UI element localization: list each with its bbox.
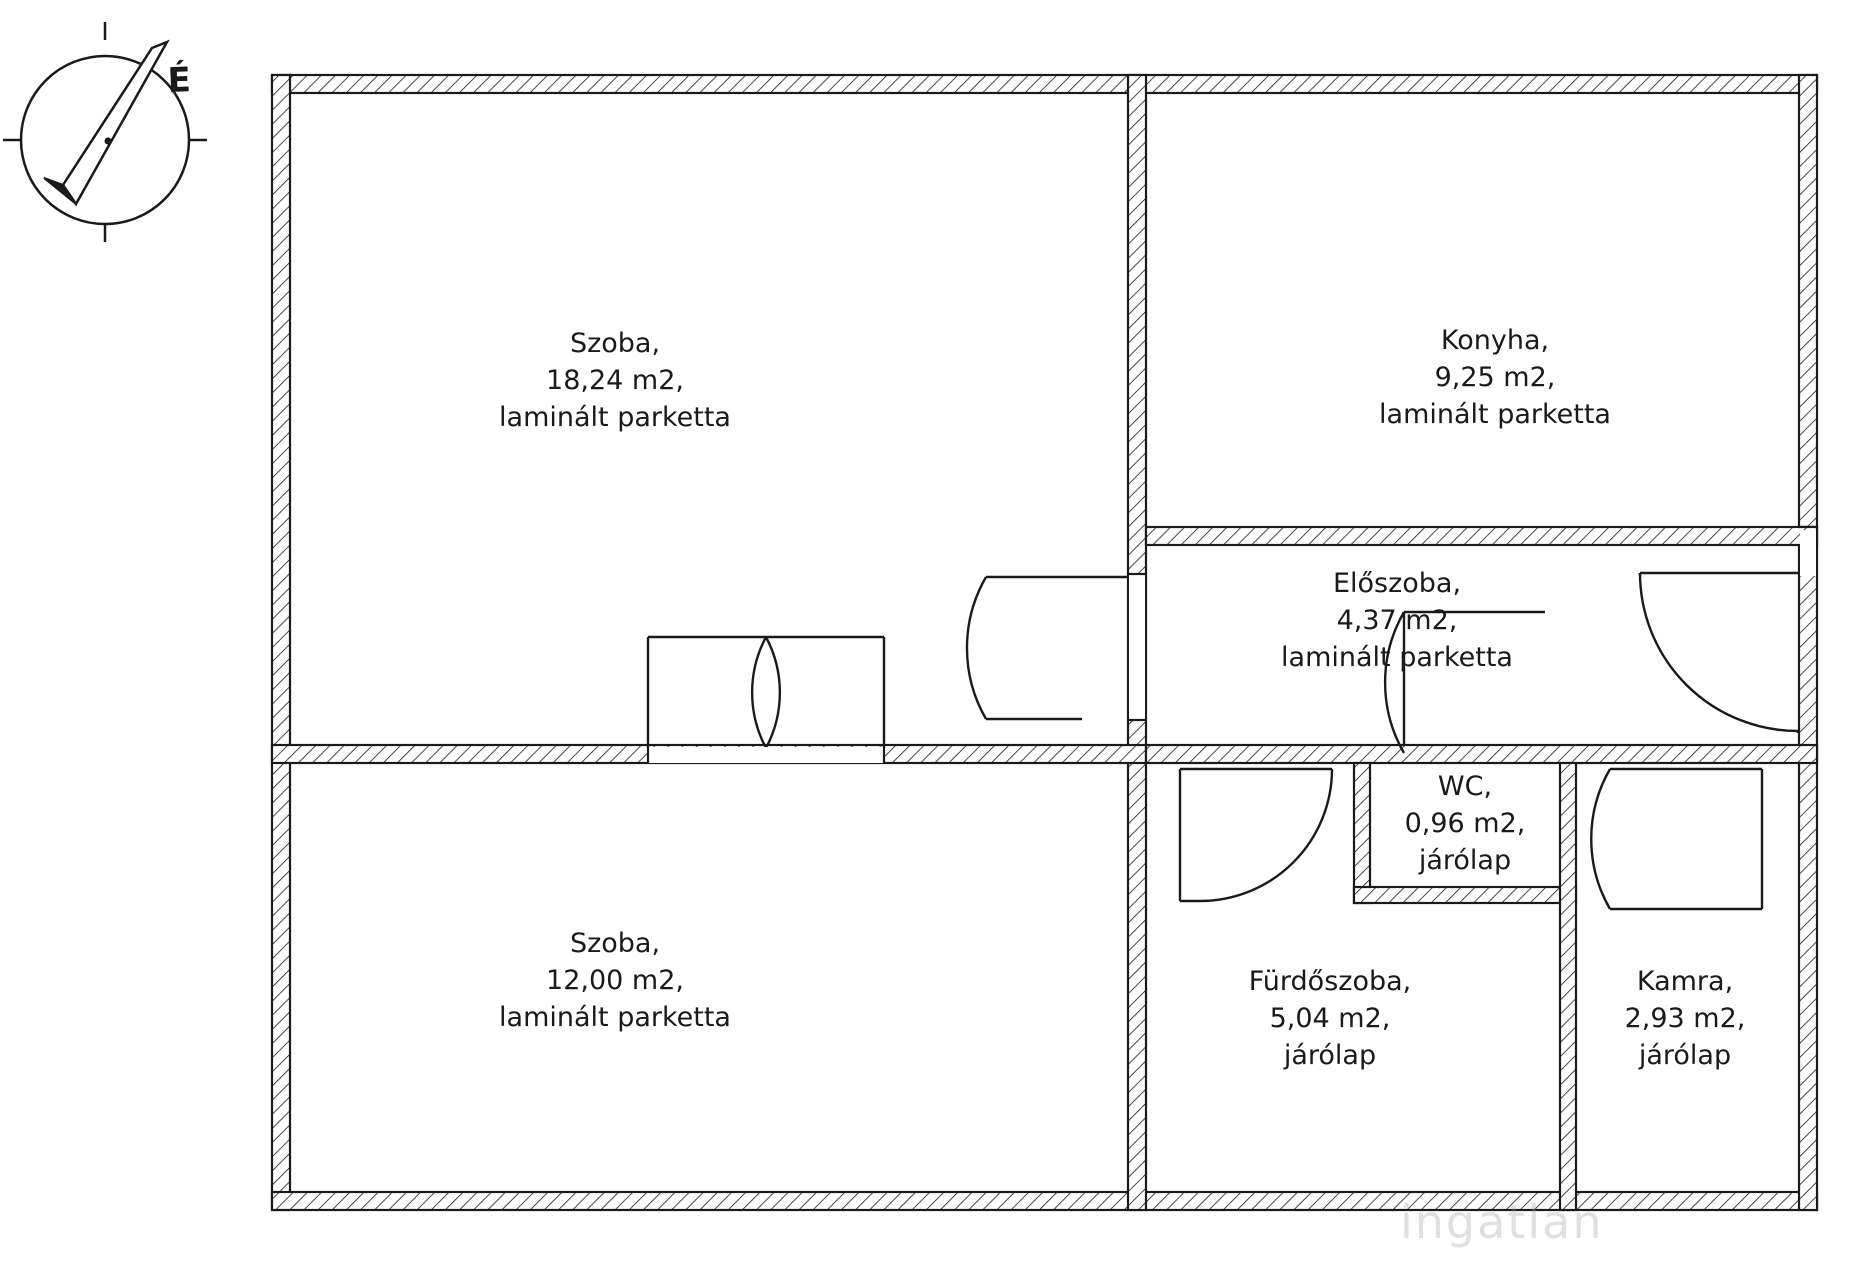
room-area: 0,96 m2, bbox=[1404, 808, 1526, 839]
room-name: Kamra, bbox=[1636, 966, 1734, 997]
room-label-szoba-1 bbox=[490, 325, 740, 436]
door-kamra bbox=[1591, 769, 1762, 909]
north-arrow-icon bbox=[3, 22, 207, 242]
room-name: Szoba, bbox=[569, 328, 661, 359]
room-label-kamra bbox=[1585, 963, 1785, 1074]
room-area: 4,37 m2, bbox=[1336, 605, 1458, 636]
room-floor: laminált parketta bbox=[499, 1002, 731, 1033]
room-label-eloszoba bbox=[1272, 565, 1522, 676]
room-area: 5,04 m2, bbox=[1269, 1003, 1391, 1034]
room-name: Konyha, bbox=[1440, 325, 1550, 356]
door-szoba1-eloszoba bbox=[967, 574, 1145, 720]
room-area: 9,25 m2, bbox=[1434, 362, 1556, 393]
room-floor: laminált parketta bbox=[1379, 399, 1611, 430]
room-floor: laminált parketta bbox=[1281, 642, 1513, 673]
room-name: WC, bbox=[1437, 771, 1493, 802]
room-floor: járólap bbox=[1283, 1040, 1377, 1071]
room-label-konyha bbox=[1370, 322, 1620, 433]
room-floor: laminált parketta bbox=[499, 402, 731, 433]
room-area: 18,24 m2, bbox=[546, 365, 684, 396]
room-label-szoba-2 bbox=[490, 925, 740, 1036]
door-furdoszoba bbox=[1180, 769, 1332, 901]
room-label-furdoszoba bbox=[1225, 963, 1435, 1074]
room-name: Előszoba, bbox=[1332, 568, 1462, 599]
room-floor: járólap bbox=[1418, 845, 1512, 876]
room-name: Szoba, bbox=[569, 928, 661, 959]
svg-text:É: É bbox=[166, 60, 192, 101]
room-name: Fürdőszoba, bbox=[1248, 966, 1412, 997]
room-floor: járólap bbox=[1638, 1040, 1732, 1071]
room-area: 12,00 m2, bbox=[546, 965, 684, 996]
watermark: ingatlan bbox=[1400, 1195, 1604, 1249]
door-konyha-right bbox=[1640, 530, 1816, 733]
room-label-wc bbox=[1340, 768, 1590, 879]
room-area: 2,93 m2, bbox=[1624, 1003, 1746, 1034]
